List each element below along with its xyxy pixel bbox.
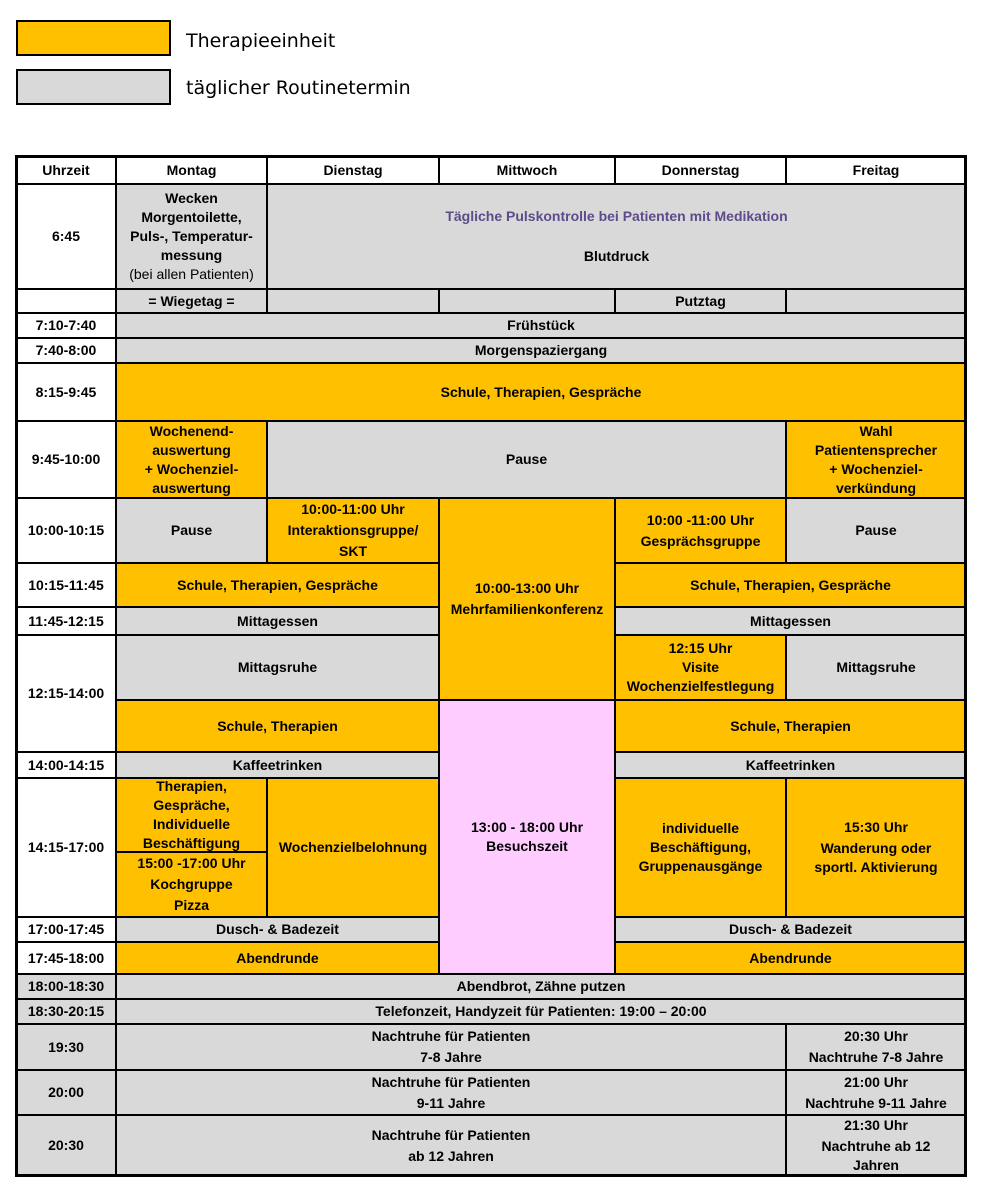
visiting-time-cell — [439, 700, 615, 974]
night-rest-line: Nachtruhe ab 12 — [821, 1138, 931, 1154]
weekly-goal-reward-text: Wochenzielbelohnung — [278, 839, 428, 855]
night-rest-line: Nachtruhe für Patienten — [371, 1126, 531, 1143]
header-time — [16, 156, 116, 184]
coffee-right-cell — [615, 752, 966, 778]
hiking-line: Wanderung oder — [820, 840, 932, 856]
time-label: 12:15-14:00 — [27, 685, 105, 701]
legend-routine-label: täglicher Routinetermin — [186, 77, 411, 99]
weigh-day-cell — [116, 289, 267, 313]
midday-rest-left-cell — [116, 635, 439, 700]
shower-left-cell — [116, 917, 439, 942]
lunch-right-cell — [615, 607, 966, 635]
header-tuesday-label: Dienstag — [323, 161, 383, 178]
group-outings-cell — [615, 778, 786, 917]
time-cell — [16, 778, 116, 917]
time-label: 18:00-18:30 — [27, 978, 105, 994]
night-rest-line: 9-11 Jahre — [416, 1094, 486, 1111]
election-line: verkündung — [835, 479, 917, 496]
school-text: Schule, Therapien, Gespräche — [177, 576, 378, 593]
ward-round-line: Wochenzielfestlegung — [626, 678, 775, 694]
time-label: 20:30 — [48, 1137, 84, 1153]
time-cell — [16, 338, 116, 363]
pause-text: Pause — [855, 522, 897, 538]
visiting-time-line: Besuchszeit — [486, 838, 568, 854]
coffee-text: Kaffeetrinken — [745, 756, 836, 773]
school-text: Schule, Therapien, Gespräche — [690, 576, 891, 593]
time-cell — [16, 635, 116, 752]
activity-line: Therapien, — [156, 778, 227, 794]
wake-line: Morgentoilette, — [141, 209, 242, 225]
clean-day-cell — [615, 289, 786, 313]
time-label: 8:15-9:45 — [35, 383, 97, 400]
time-label: 14:00-14:15 — [27, 756, 105, 773]
therapy-text: Schule, Therapien — [730, 717, 851, 734]
group-outings-line: Beschäftigung, — [649, 839, 752, 855]
ward-round-line: 12:15 Uhr — [668, 640, 733, 656]
breakfast-text: Frühstück — [507, 317, 575, 333]
night-rest-line: 7-8 Jahre — [420, 1049, 482, 1065]
time-label: 10:00-10:15 — [27, 522, 105, 538]
school-right-cell — [615, 563, 966, 607]
hiking-cell — [786, 778, 966, 917]
header-friday — [786, 156, 966, 184]
pulse-check-cell — [267, 184, 966, 289]
time-label: 19:30 — [48, 1038, 84, 1055]
coffee-text: Kaffeetrinken — [232, 756, 323, 773]
night-rest-line: Jahren — [853, 1157, 899, 1173]
time-label: 7:40-8:00 — [35, 342, 97, 358]
phone-time-text: Telefonzeit, Handyzeit für Patienten: 19:00 – 20:00 — [375, 1003, 707, 1019]
clean-day-text: Putztag — [675, 292, 726, 309]
activity-line: Beschäftigung — [142, 835, 241, 851]
night-rest-line: 21:00 Uhr — [844, 1073, 908, 1090]
school-text: Schule, Therapien, Gespräche — [440, 383, 642, 400]
cooking-group-line: Kochgruppe — [150, 876, 233, 892]
election-line: Patientensprecher — [814, 441, 938, 458]
interaction-group-line: Interaktionsgruppe/ — [287, 522, 419, 538]
header-friday-label: Freitag — [852, 161, 900, 178]
group-outings-line: individuelle — [661, 820, 739, 836]
time-label: 17:00-17:45 — [27, 921, 105, 937]
fri-night-rest-9-11-cell — [786, 1070, 966, 1115]
legend-therapy-swatch — [16, 20, 171, 56]
night-rest-line: ab 12 Jahren — [408, 1147, 494, 1164]
fri-empty-cell — [786, 289, 966, 313]
dinner-cell — [116, 974, 966, 999]
midday-rest-text: Mittagsruhe — [237, 659, 318, 675]
shower-text: Dusch- & Badezeit — [216, 921, 339, 937]
time-label: 7:10-7:40 — [35, 317, 97, 333]
time-label: 20:00 — [48, 1084, 84, 1100]
mon-wake-cell — [116, 184, 267, 289]
interaction-group-line: SKT — [339, 543, 367, 559]
pulse-check-text: Tägliche Pulskontrolle bei Patienten mit Medikation — [445, 208, 788, 224]
hiking-line: 15:30 Uhr — [844, 819, 908, 835]
discussion-group-line: Gesprächsgruppe — [640, 532, 761, 549]
time-cell — [16, 1024, 116, 1070]
time-cell — [16, 942, 116, 974]
morning-walk-cell — [116, 338, 966, 363]
wake-line: Puls-, Temperatur- — [130, 228, 253, 244]
tue-empty-cell — [267, 289, 439, 313]
election-line: + Wochenziel- — [829, 460, 923, 477]
time-label: 11:45-12:15 — [28, 612, 104, 629]
lunch-text: Mittagessen — [750, 612, 831, 629]
header-monday — [116, 156, 267, 184]
lunch-left-cell — [116, 607, 439, 635]
weekend-review-cell — [116, 421, 267, 498]
coffee-left-cell — [116, 752, 439, 778]
wake-line: messung — [160, 247, 223, 263]
time-cell — [16, 999, 116, 1024]
visiting-time-line: 13:00 - 18:00 Uhr — [470, 819, 584, 835]
patient-rep-election-cell — [786, 421, 966, 498]
time-label: 14:15-17:00 — [27, 839, 105, 855]
blood-pressure-text: Blutdruck — [583, 248, 650, 264]
time-cell-empty — [16, 289, 116, 313]
time-label: 9:45-10:00 — [31, 451, 101, 467]
midday-rest-text: Mittagsruhe — [836, 659, 916, 675]
time-cell — [16, 974, 116, 999]
time-cell — [16, 1070, 116, 1115]
ward-round-cell — [615, 635, 786, 700]
individual-activity-mon-cell — [116, 778, 267, 852]
time-cell — [16, 752, 116, 778]
family-conference-line: Mehrfamilienkonferenz — [450, 601, 604, 617]
header-wednesday-label: Mittwoch — [496, 161, 558, 178]
cooking-group-line: 15:00 -17:00 Uhr — [137, 855, 246, 871]
family-conference-line: 10:00-13:00 Uhr — [474, 580, 580, 596]
hiking-line: sportl. Aktivierung — [814, 859, 938, 875]
pause-cell — [267, 421, 786, 498]
time-label: 6:45 — [51, 228, 81, 244]
time-label: 10:15-11:45 — [28, 576, 104, 593]
time-cell — [16, 917, 116, 942]
time-cell — [16, 184, 116, 289]
night-rest-line: Nachtruhe für Patienten — [371, 1028, 531, 1044]
wake-line: Wecken — [165, 190, 218, 206]
time-cell — [16, 313, 116, 338]
header-thursday — [615, 156, 786, 184]
therapy-right-cell — [615, 700, 966, 752]
legend-therapy-label: Therapieeinheit — [186, 30, 336, 52]
evening-round-right-cell — [615, 942, 966, 974]
time-cell — [16, 563, 116, 607]
legend-routine-swatch — [16, 69, 171, 105]
fri-night-rest-12-cell — [786, 1115, 966, 1176]
election-line: Wahl — [859, 422, 893, 439]
group-outings-line: Gruppenausgänge — [638, 858, 763, 874]
discussion-group-line: 10:00 -11:00 Uhr — [646, 511, 755, 528]
activity-line: Gespräche, — [153, 797, 230, 813]
weekend-review-line: auswertung — [152, 479, 231, 496]
weekend-review-line: Wochenend- — [149, 422, 234, 439]
midday-rest-right-cell — [786, 635, 966, 700]
night-rest-line: Nachtruhe 7-8 Jahre — [808, 1049, 944, 1065]
fri-night-rest-7-8-cell — [786, 1024, 966, 1070]
therapy-left-cell — [116, 700, 439, 752]
night-rest-line: Nachtruhe für Patienten — [371, 1073, 531, 1090]
time-cell — [16, 607, 116, 635]
pause-text: Pause — [170, 522, 213, 538]
night-rest-line: Nachtruhe 9-11 Jahre — [805, 1094, 947, 1111]
activity-line: Individuelle — [152, 816, 230, 832]
header-tuesday — [267, 156, 439, 184]
interaction-group-cell — [267, 498, 439, 563]
weigh-day-text: = Wiegetag = — [148, 292, 235, 309]
shower-text: Dusch- & Badezeit — [729, 921, 852, 937]
therapy-text: Schule, Therapien — [217, 717, 338, 734]
time-label: 17:45-18:00 — [27, 949, 105, 966]
school-left-cell — [116, 563, 439, 607]
header-monday-label: Montag — [166, 161, 217, 178]
evening-round-text: Abendrunde — [749, 949, 832, 966]
time-cell — [16, 421, 116, 498]
night-rest-line: 21:30 Uhr — [844, 1117, 908, 1133]
header-time-label: Uhrzeit — [42, 161, 90, 178]
night-rest-12-cell — [116, 1115, 786, 1176]
time-cell — [16, 1115, 116, 1176]
discussion-group-cell — [615, 498, 786, 563]
weekend-review-line: auswertung — [152, 441, 231, 458]
family-conference-cell — [439, 498, 615, 700]
phone-time-cell — [116, 999, 966, 1024]
weekly-goal-reward-cell — [267, 778, 439, 917]
time-label: 18:30-20:15 — [27, 1003, 105, 1019]
fri-pause-cell — [786, 498, 966, 563]
night-rest-line: 20:30 Uhr — [844, 1028, 908, 1044]
night-rest-9-11-cell — [116, 1070, 786, 1115]
night-rest-7-8-cell — [116, 1024, 786, 1070]
breakfast-cell — [116, 313, 966, 338]
cooking-group-cell — [116, 852, 267, 917]
wake-note: (bei allen Patienten) — [129, 266, 254, 282]
evening-round-left-cell — [116, 942, 439, 974]
lunch-text: Mittagessen — [237, 612, 318, 629]
time-cell — [16, 363, 116, 421]
evening-round-text: Abendrunde — [236, 949, 319, 966]
header-wednesday — [439, 156, 615, 184]
cooking-group-line: Pizza — [173, 897, 209, 913]
school-cell — [116, 363, 966, 421]
ward-round-line: Visite — [681, 659, 720, 675]
wed-empty-cell — [439, 289, 615, 313]
pause-text: Pause — [505, 451, 548, 467]
dinner-text: Abendbrot, Zähne putzen — [456, 978, 626, 994]
morning-walk-text: Morgenspaziergang — [474, 342, 608, 358]
time-cell — [16, 498, 116, 563]
header-thursday-label: Donnerstag — [661, 161, 740, 178]
weekend-review-line: + Wochenziel- — [144, 460, 239, 477]
interaction-group-line: 10:00-11:00 Uhr — [301, 501, 405, 517]
shower-right-cell — [615, 917, 966, 942]
mon-pause-cell — [116, 498, 267, 563]
